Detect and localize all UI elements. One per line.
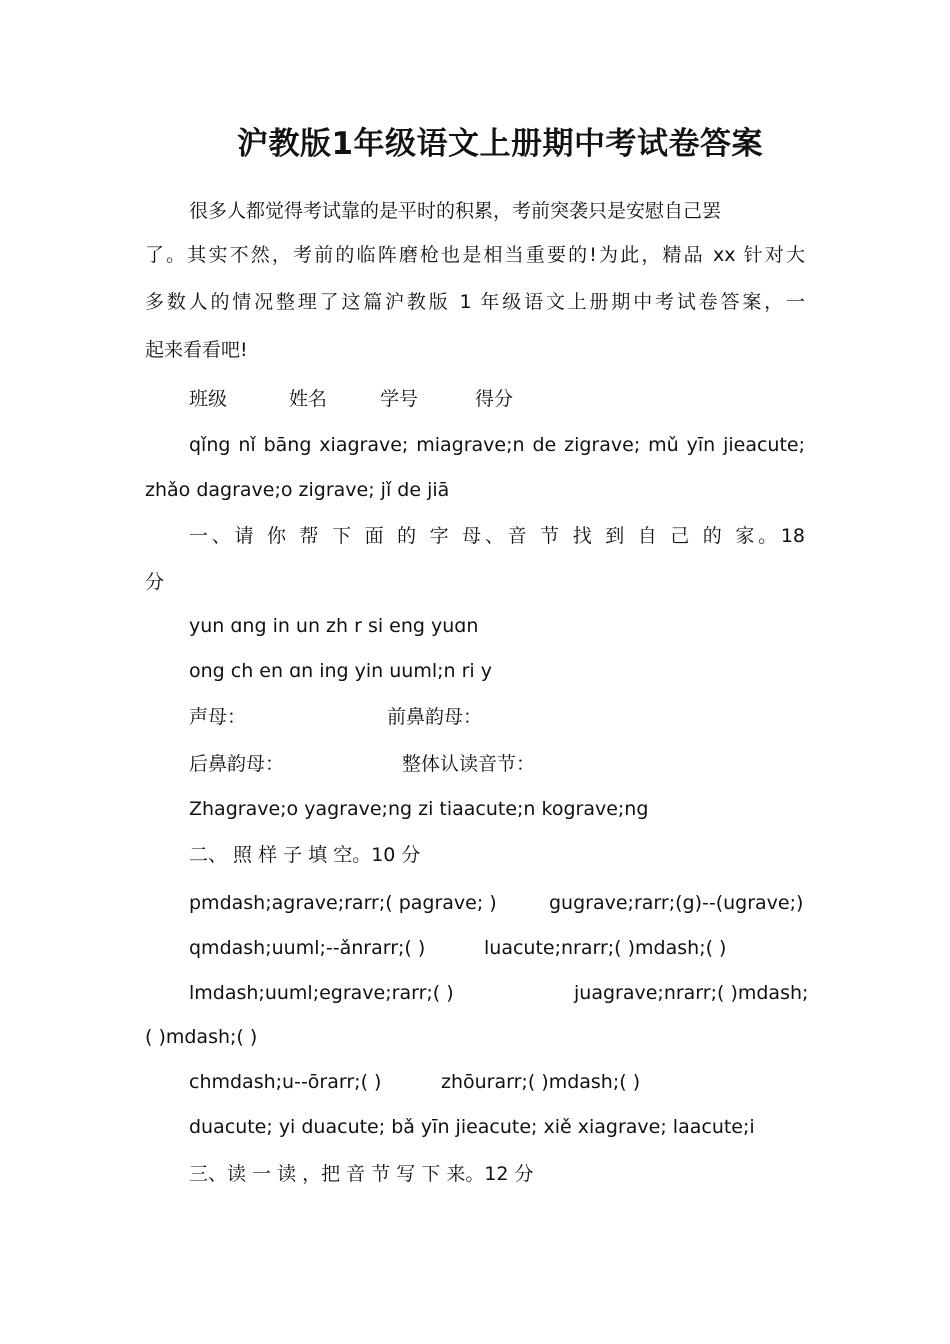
field-class-label: 班级	[189, 388, 228, 410]
exercise-row-2-right: luacute;nrarr;( )mdash;( )	[484, 937, 727, 959]
field-score-label: 得分	[475, 388, 514, 410]
document-title: 沪教版1年级语文上册期中考试卷答案	[236, 126, 764, 162]
exercise-row-2-left: qmdash;uuml;--ǎnrarr;( )	[189, 937, 426, 959]
example-row-1-left: pmdash;agrave;rarr;( pagrave; )	[189, 892, 497, 914]
label-initials: 声母：	[189, 706, 247, 728]
exercise-row-3-right: juagrave;nrarr;( )mdash;	[574, 982, 809, 1004]
intro-line-1: 很多人都觉得考试靠的是平时的积累，考前突袭只是安慰自己罢	[189, 200, 722, 222]
label-whole-syllable: 整体认读音节：	[402, 753, 536, 775]
exercise-row-4-right: zhōurarr;( )mdash;( )	[441, 1071, 641, 1093]
intro-line-2: 了。其实不然，考前的临阵磨枪也是相当重要的!为此，精品 xx 针对大	[145, 244, 805, 266]
example-row-1-right: gugrave;rarr;(g)--(ugrave;)	[549, 892, 804, 914]
pinyin-intro-line-2: zhǎo dagrave;o zigrave; jǐ de jiā	[145, 479, 450, 501]
label-front-nasal: 前鼻韵母：	[387, 706, 483, 728]
exercise-row-3-left: lmdash;uuml;egrave;rarr;( )	[189, 982, 454, 1004]
section1-heading-wrap: 分	[145, 571, 165, 593]
exercise-row-4-left: chmdash;u--ōrarr;( )	[189, 1071, 382, 1093]
section2-heading: 二、 照 样 子 填 空。10 分	[189, 844, 421, 866]
field-name-label: 姓名	[289, 388, 328, 410]
section3-pinyin-line: duacute; yi duacute; bǎ yīn jieacute; xiě xiagrave; laacute;i	[189, 1116, 755, 1138]
intro-line-3: 多数人的情况整理了这篇沪教版 1 年级语文上册期中考试卷答案，一	[145, 291, 805, 313]
section1-heading: 一、请 你 帮 下 面 的 字 母、音 节 找 到 自 己 的 家。18	[189, 525, 805, 547]
section3-heading: 三、读 一 读 ，把 音 节 写 下 来。12 分	[189, 1163, 534, 1185]
section1-letters-row-2: ong ch en ɑn ing yin uuml;n ri y	[189, 660, 492, 682]
exercise-row-3-wrap: ( )mdash;( )	[145, 1026, 258, 1048]
pinyin-intro-line-1: qǐng nǐ bāng xiagrave; miagrave;n de zigrave; mǔ yīn jieacute;	[189, 434, 805, 456]
section1-letters-row-1: yun ɑng in un zh r si eng yuɑn	[189, 615, 479, 637]
intro-line-4: 起来看看吧!	[145, 339, 248, 361]
label-back-nasal: 后鼻韵母：	[189, 753, 285, 775]
field-number-label: 学号	[380, 388, 419, 410]
section2-pinyin-line: Zhagrave;o yagrave;ng zi tiaacute;n kograve;ng	[189, 798, 649, 820]
